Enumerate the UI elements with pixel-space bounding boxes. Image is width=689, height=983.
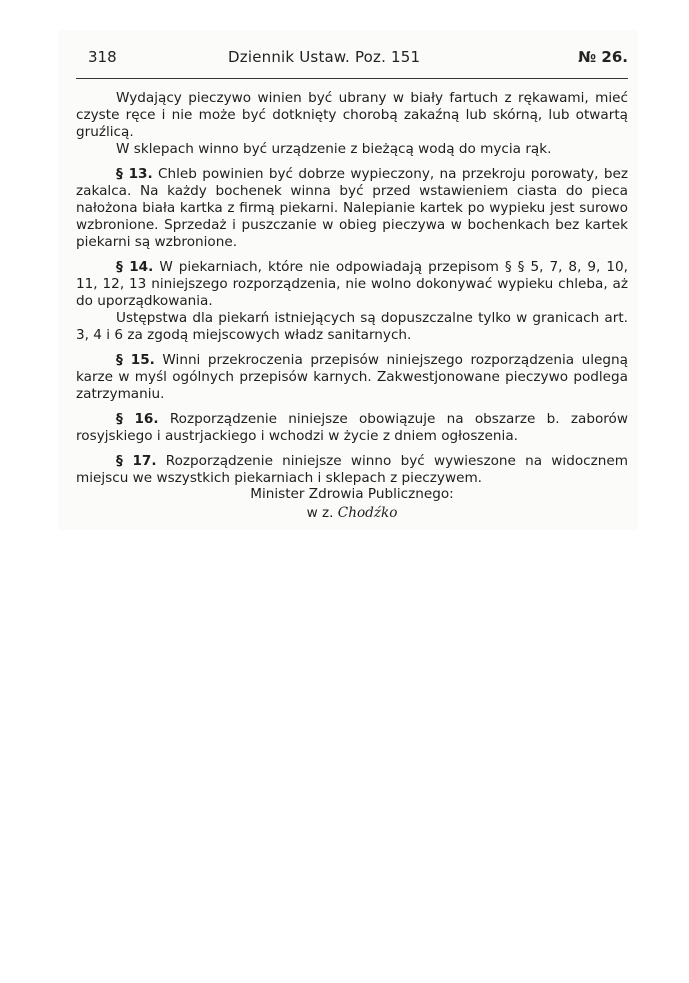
document-body xyxy=(76,90,628,487)
paragraph-sec-13 xyxy=(76,166,628,251)
signature-name: Chodźko xyxy=(337,505,398,521)
paragraph-apron xyxy=(76,90,628,141)
paragraph-text: Rozporządzenie niniejsze winno być wywieszone na widocznem miejscu we wszystkich piekarniach i sklepach z pieczywem. xyxy=(76,453,628,486)
paragraph-concessions xyxy=(76,310,628,344)
header-divider xyxy=(76,78,628,79)
paragraph-text: Rozporządzenie niniejsze obowiązuje na obszarze b. zaborów rosyjskiego i austrjackiego i wchodzi w życie z dniem ogłoszenia. xyxy=(76,411,628,444)
signature-line xyxy=(76,504,628,523)
section-number: § 14. xyxy=(116,259,154,275)
paragraph-text: W sklepach winno być urządzenie z bieżącą wodą do mycia rąk. xyxy=(116,141,552,157)
section-number: § 13. xyxy=(116,166,153,182)
issue-number: № 26. xyxy=(578,48,628,66)
journal-title: Dziennik Ustaw. Poz. 151 xyxy=(228,48,421,66)
paragraph-text: Wydający pieczywo winien być ubrany w biały fartuch z rękawami, mieć czyste ręce i nie może być dotknięty chorobą zakaźną lub skórną, lub otwartą gruźlicą. xyxy=(76,90,628,140)
page-header xyxy=(88,44,628,72)
paragraph-water xyxy=(76,141,628,158)
paragraph-text: Winni przekroczenia przepisów niniejszego rozporządzenia ulegną karze w myśl ogólnych przepisów karnych. Zakwestjonowane pieczywo podlega zatrzymaniu. xyxy=(76,352,628,402)
paragraph-sec-17 xyxy=(76,453,628,487)
section-number: § 16. xyxy=(116,411,159,427)
paragraph-sec-14 xyxy=(76,259,628,310)
paragraph-text: Ustępstwa dla piekarń istniejących są dopuszczalne tylko w granicach art. 3, 4 i 6 za zgodą miejscowych władz sanitarnych. xyxy=(76,310,628,343)
section-number: § 15. xyxy=(116,352,155,368)
page-number: 318 xyxy=(88,48,117,66)
section-number: § 17. xyxy=(116,453,157,469)
signature-title: Minister Zdrowia Publicznego: xyxy=(250,486,454,502)
paragraph-text: W piekarniach, które nie odpowiadają przepisom § § 5, 7, 8, 9, 10, 11, 12, 13 niniejszego rozporządzenia, nie wolno dokonywać wypieku chleba, aż do uporządkowania. xyxy=(76,259,628,309)
signature-prefix: w z. xyxy=(306,505,334,521)
paragraph-text: Chleb powinien być dobrze wypieczony, na przekroju porowaty, bez zakalca. Na każdy bochenek winna być przed wstawieniem ciasta do pieca nałożona biała kartka z firmą piekarni. Nalepianie kartek po wypieku jest surowo wzbronione. Sprzedaż i puszczanie w obieg pieczywa w bochenkach bez kartek piekarni są wzbronione. xyxy=(76,166,628,250)
signature-block xyxy=(76,485,628,523)
paragraph-sec-15 xyxy=(76,352,628,403)
paragraph-sec-16 xyxy=(76,411,628,445)
